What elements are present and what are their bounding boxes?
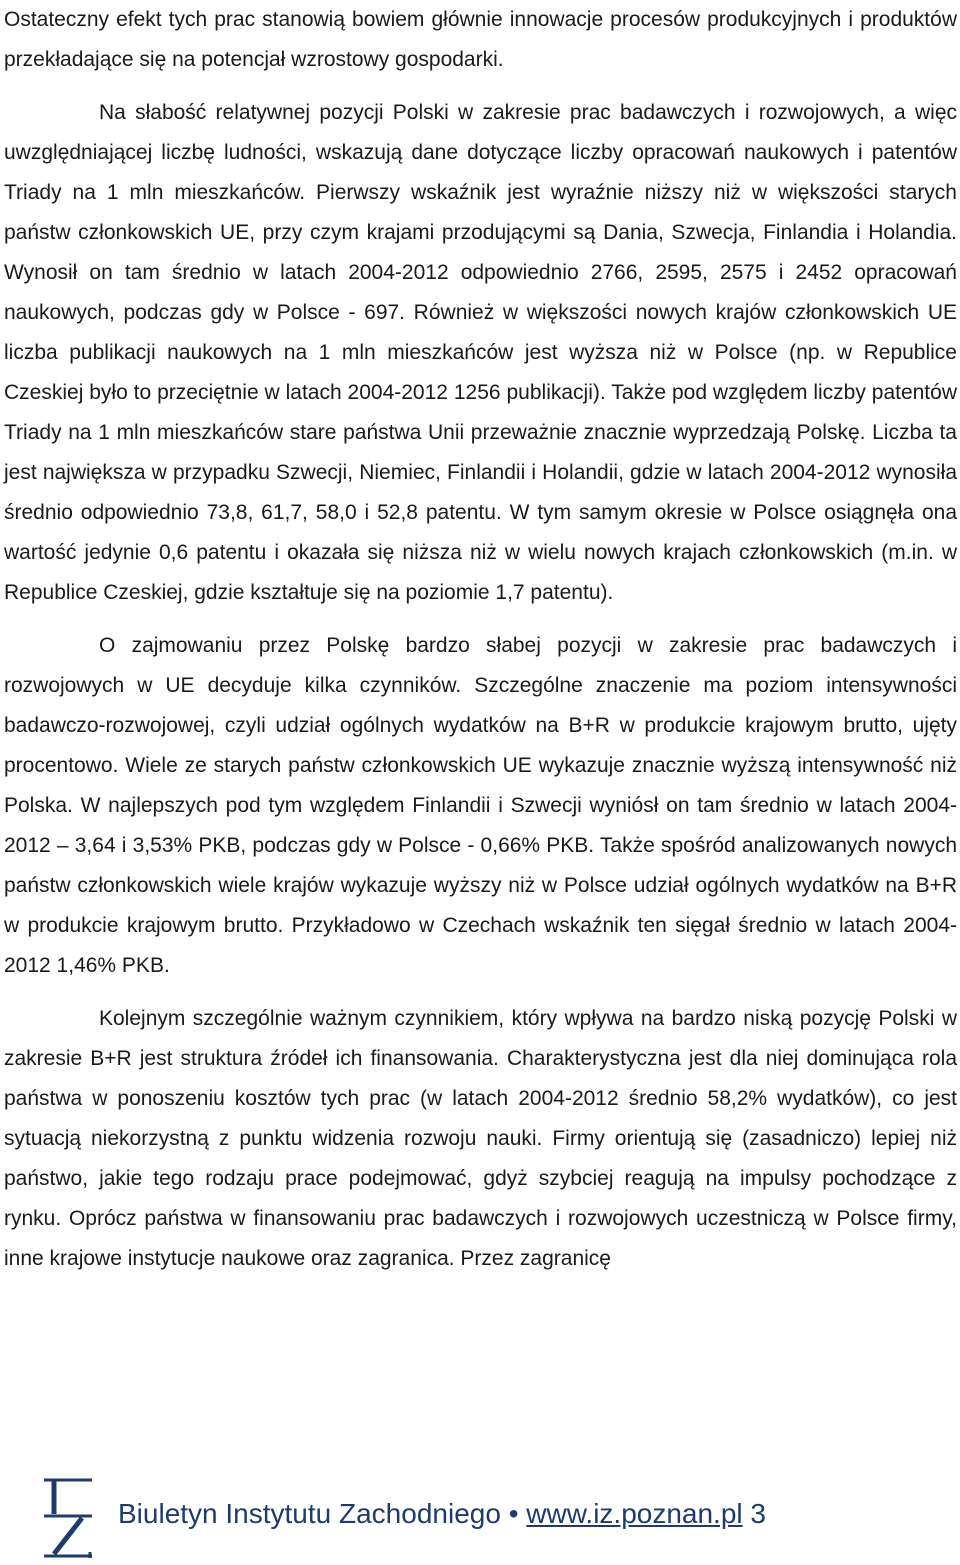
footer-line (118, 1496, 766, 1532)
website-link[interactable]: www.iz.poznan.pl (526, 1498, 743, 1529)
paragraph-1: Ostateczny efekt tych prac stanowią bowiem głównie innowacje procesów produkcyjnych i produktów przekładające się na potencjał wzrostowy gospodarki. (4, 8, 957, 71)
separator-bullet: • (508, 1498, 519, 1529)
paragraph-2: Na słabość relatywnej pozycji Polski w zakresie prac badawczych i rozwojowych, a więc uwzględniającej liczbę ludności, wskazują dane dotyczące liczby opracowań naukowych i patentów Triady na 1 mln mieszkańców. Pierwszy wskaźnik jest wyraźnie niższy niż w większości starych państw członkowskich UE, przy czym krajami przodującymi są Dania, Szwecja, Finlandia i Holandia. Wynosił on tam średnio w latach 2004-2012 odpowiednio 2766, 2595, 2575 i 2452 opracowań naukowych, podczas gdy w Polsce - 697. Również w większości nowych krajów członkowskich UE liczba publikacji naukowych na 1 mln mieszkańców jest wyższa niż w Polsce (np. w Republice Czeskiej było to przeciętnie w latach 2004-2012 1256 publikacji). Także pod względem liczby patentów Triady na 1 mln mieszkańców stare państwa Unii przeważnie znacznie wyprzedzają Polskę. Liczba ta jest największa w przypadku Szwecji, Niemiec, Finlandii i Holandii, gdzie w latach 2004-2012 wynosiła średnio odpowiednio 73,8, 61,7, 58,0 i 52,8 patentu. W tym samym okresie w Polsce osiągnęła ona wartość jedynie 0,6 patentu i okazała się niższa niż w wielu nowych krajach członkowskich (m.in. w Republice Czeskiej, gdzie kształtuje się na poziomie 1,7 patentu). (4, 101, 957, 604)
institute-logo (40, 1474, 96, 1560)
page-number: 3 (750, 1498, 766, 1529)
page-footer (40, 1474, 940, 1562)
paragraph-3: O zajmowaniu przez Polskę bardzo słabej pozycji w zakresie prac badawczych i rozwojowych w UE decyduje kilka czynników. Szczególne znaczenie ma poziom intensywności badawczo-rozwojowej, czyli udział ogólnych wydatków na B+R w produkcie krajowym brutto, ujęty procentowo. Wiele ze starych państw członkowskich UE wykazuje znacznie wyższą intensywność niż Polska. W najlepszych pod tym względem Finlandii i Szwecji wyniósł on tam średnio w latach 2004-2012 – 3,64 i 3,53% PKB, podczas gdy w Polsce - 0,66% PKB. Także spośród analizowanych nowych państw członkowskich wiele krajów wykazuje wyższy niż w Polsce udział ogólnych wydatków na B+R w produkcie krajowym brutto. Przykładowo w Czechach wskaźnik ten sięgał średnio w latach 2004-2012 1,46% PKB. (4, 634, 957, 977)
paragraph-4: Kolejnym szczególnie ważnym czynnikiem, który wpływa na bardzo niską pozycję Polski w zakresie B+R jest struktura źródeł ich finansowania. Charakterystyczna jest dla niej dominująca rola państwa w ponoszeniu kosztów tych prac (w latach 2004-2012 średnio 58,2% wydatków), co jest sytuacją niekorzystną z punktu widzenia rozwoju nauki. Firmy orientują się (zasadniczo) lepiej niż państwo, jakie tego rodzaju prace podejmować, gdyż szybciej reagują na impulsy pochodzące z rynku. Oprócz państwa w finansowaniu prac badawczych i rozwojowych uczestniczą w Polsce firmy, inne krajowe instytucje naukowe oraz zagranica. Przez zagranicę (4, 1007, 957, 1270)
journal-name: Biuletyn Instytutu Zachodniego (118, 1498, 501, 1529)
document-body (4, 0, 957, 1279)
